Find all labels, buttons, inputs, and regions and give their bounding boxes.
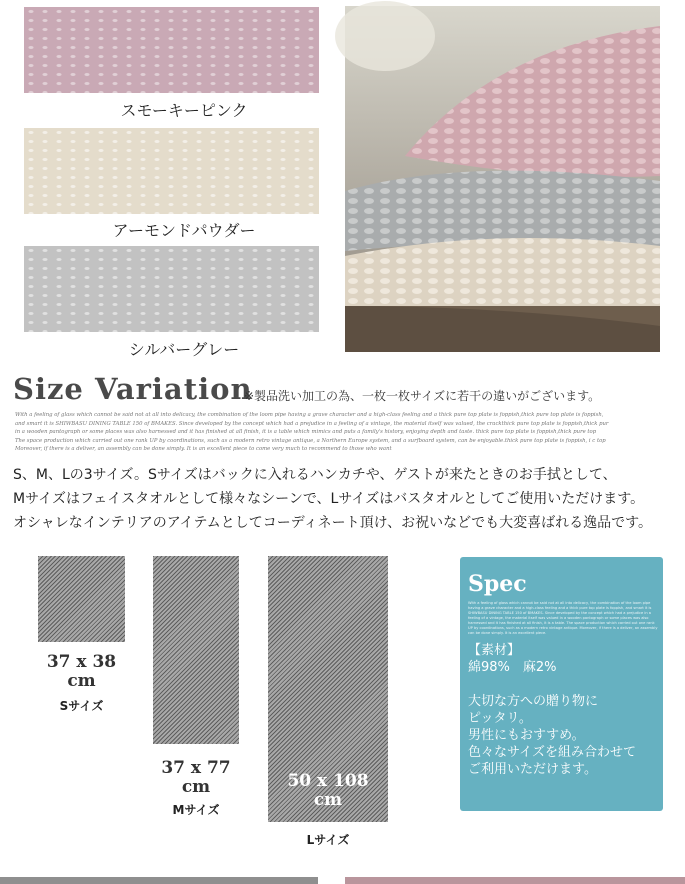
- spec-panel: [460, 557, 663, 811]
- spec-message-line: 大切な方への贈り物に: [468, 694, 599, 709]
- decorative-script-line: in a wooden pantograph or some places was also harnessed and it has finished at all finish, it is a table which mimics and puts a family's history, enjoying depth and taste. thick pure top plate is foppish,thick pure top: [15, 429, 597, 435]
- spec-decorative-text: With a feeling of glass which cannot be said not at all into delicacy, the combination of the loom pipe having a grave character and a high-class feeling and a thick pure top plate is foppish, and smart it is SHIWBASU DINING TABLE 150 of BMAKES. Since developed by the concept which had a prejudice in a feeling of a vintage, the material itself was valued in a wooden pantograph or some places was also harnessed and it has finished at all finish, it is a table. The space production which carried out one rank UP by coordinations, such as a modern retro vintage antique. Moreover, if there is a deliver, an assembly can be done simply. It is an excellent piece.: [468, 601, 658, 635]
- spec-message-line: ピッタリ。: [468, 711, 532, 726]
- size-m-diagram: [153, 556, 239, 744]
- towel-stack-photo: [345, 6, 660, 352]
- description-line: S、M、Lの3サイズ。Sサイズはバックに入れるハンカチや、ゲストが来たときのお手拭として、: [13, 467, 617, 483]
- size-s-label: Sサイズ: [59, 699, 104, 713]
- swatch-almond-powder: [24, 128, 319, 214]
- size-l-label: Lサイズ: [306, 833, 350, 847]
- decorative-script-line: The space production which carried out one rank UP by coordinations, such as a modern retro vintage antique, a Northern Europe system, and a surfboard system, can be enjoyable.thick pure top plate is foppish, i c top: [15, 437, 606, 444]
- size-s-diagram: [38, 556, 125, 642]
- swatch-silver-grey: [24, 246, 319, 332]
- size-s-dimensions: [38, 653, 125, 691]
- swatch-label-almond: アーモンドパウダー: [112, 221, 256, 240]
- spec-message-line: 男性にもおすすめ。: [468, 728, 585, 743]
- bottom-photo-right: [345, 877, 685, 884]
- description-line: Mサイズはフェイスタオルとして様々なシーンで、Lサイズはバスタオルとしてご使用いただけます。: [13, 491, 645, 507]
- size-m-dimensions-value: 37 x 77: [161, 758, 231, 778]
- size-variation-note: ※製品洗い加工の為、一枚一枚サイズに若干の違いがございます。: [244, 389, 601, 403]
- size-m-dimensions-unit: cm: [181, 777, 211, 797]
- swatch-label-pink: スモーキーピンク: [120, 101, 248, 120]
- decorative-script-line: With a feeling of glass which cannot be said not at all into delicacy, the combination of the loom pipe having a grave character and a high-class feeling and a thick pure top plate is foppish,thick pure top plate is foppish,: [15, 412, 604, 418]
- spec-message-line: 色々なサイズを組み合わせて: [468, 745, 636, 760]
- size-s-dimensions-unit: cm: [67, 671, 96, 691]
- spec-message-line: ご利用いただけます。: [468, 762, 597, 777]
- size-m-dimensions: [153, 759, 239, 797]
- spec-material-value: 綿98% 麻2%: [468, 660, 557, 675]
- spec-material-heading: 【素材】: [468, 643, 521, 658]
- swatch-label-silver: シルバーグレー: [128, 340, 240, 359]
- swatch-smoky-pink: [24, 7, 319, 93]
- size-variation-heading: Size Variation: [13, 372, 253, 406]
- decorative-script-line: and smart it is SHIWBASU DINING TABLE 150 of BMAKES. Since developed by the concept which had a prejudice in a feeling of a vintage, the material itself was valued, the crackthick pure top plate is foppish,thick pur: [15, 420, 609, 427]
- size-s-dimensions-value: 37 x 38: [46, 652, 117, 672]
- size-l-dimensions: [268, 772, 388, 810]
- size-l-dimensions-unit: cm: [313, 790, 343, 810]
- spec-heading: Spec: [468, 571, 527, 597]
- size-l-dimensions-value: 50 x 108: [287, 771, 369, 791]
- bottom-photo-left: [0, 877, 318, 884]
- decorative-script-line: Moreover, if there is a deliver, an assembly can be done simply. It is an excellent piece to come very much to recommend to those who want: [15, 446, 392, 452]
- description-line: オシャレなインテリアのアイテムとしてコーディネート頂け、お祝いなどでも大変喜ばれる逸品です。: [13, 515, 652, 531]
- size-m-label: Mサイズ: [172, 803, 220, 817]
